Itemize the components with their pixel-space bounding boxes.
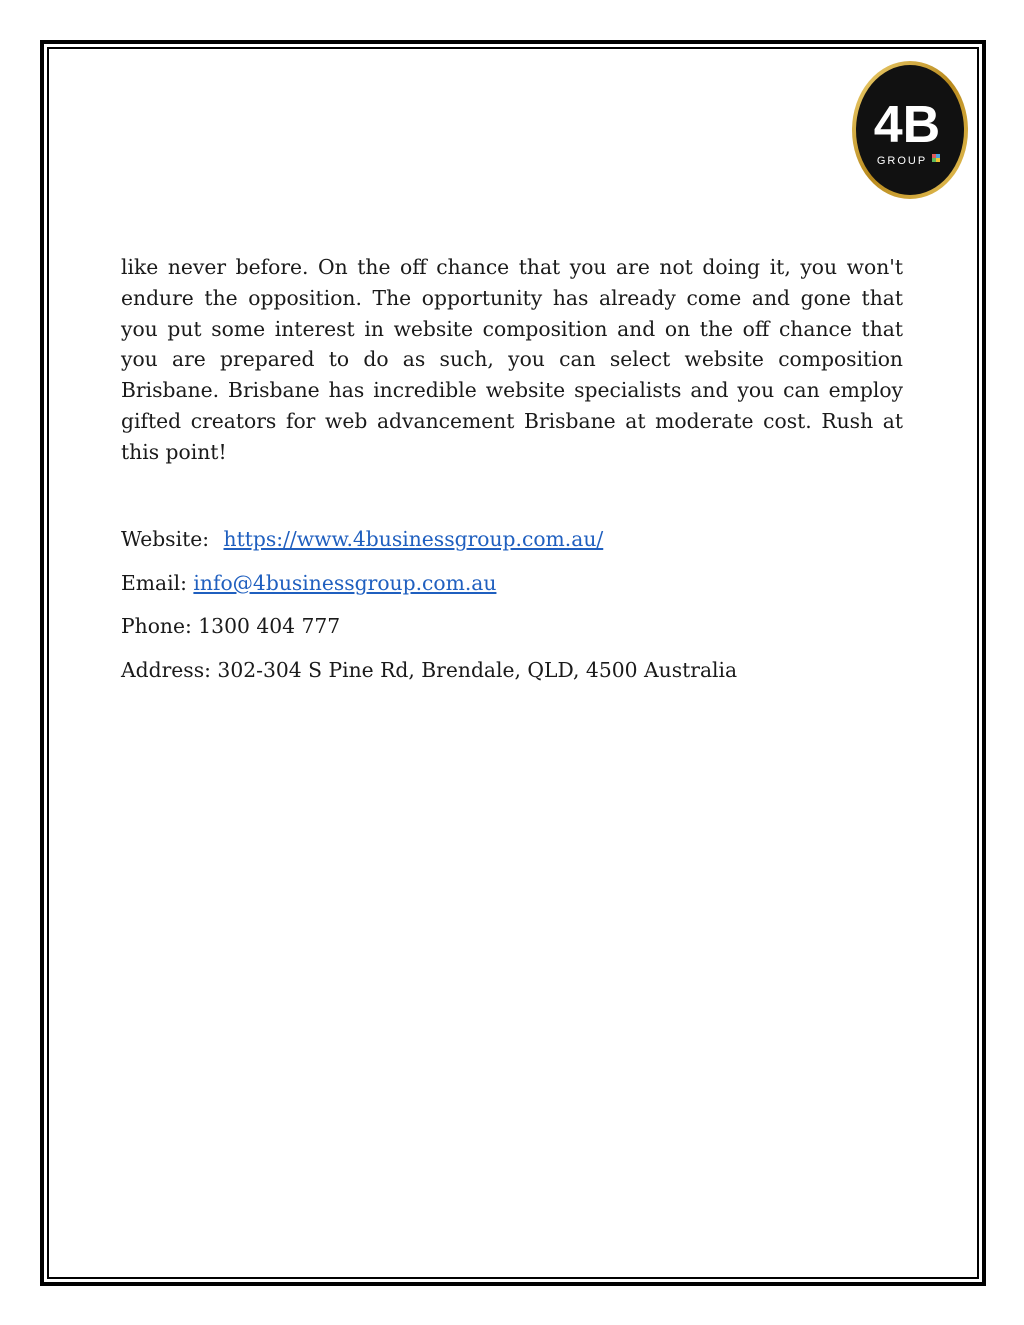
email-line: [121, 569, 921, 597]
website-label: Website:: [121, 527, 210, 551]
email-label: Email:: [121, 571, 187, 595]
phone-value: 1300 404 777: [198, 614, 341, 638]
logo-emblem: [850, 60, 970, 200]
website-line: [121, 525, 921, 553]
logo-plus-icon: [932, 154, 940, 162]
address-value: 302-304 S Pine Rd, Brendale, QLD, 4500 Australia: [217, 658, 738, 682]
company-logo: [850, 60, 970, 200]
body-paragraph: like never before. On the off chance that you are not doing it, you won't endure the opposition. The opportunity has already come and gone that you put some interest in website composition and on the off chance that you are prepared to do as such, you can select website composition Brisbane. Brisbane has incredible website specialists and you can employ gifted creators for web advancement Brisbane at moderate cost. Rush at this point!: [121, 255, 903, 464]
phone-label: Phone:: [121, 614, 192, 638]
phone-line: [121, 612, 921, 640]
logo-mark-text: 4B: [873, 96, 941, 154]
address-label: Address:: [121, 658, 211, 682]
email-link[interactable]: info@4businessgroup.com.au: [193, 571, 497, 595]
address-line: [121, 656, 921, 684]
logo-subtitle-text: GROUP: [876, 155, 928, 167]
website-link[interactable]: https://www.4businessgroup.com.au/: [223, 527, 604, 551]
